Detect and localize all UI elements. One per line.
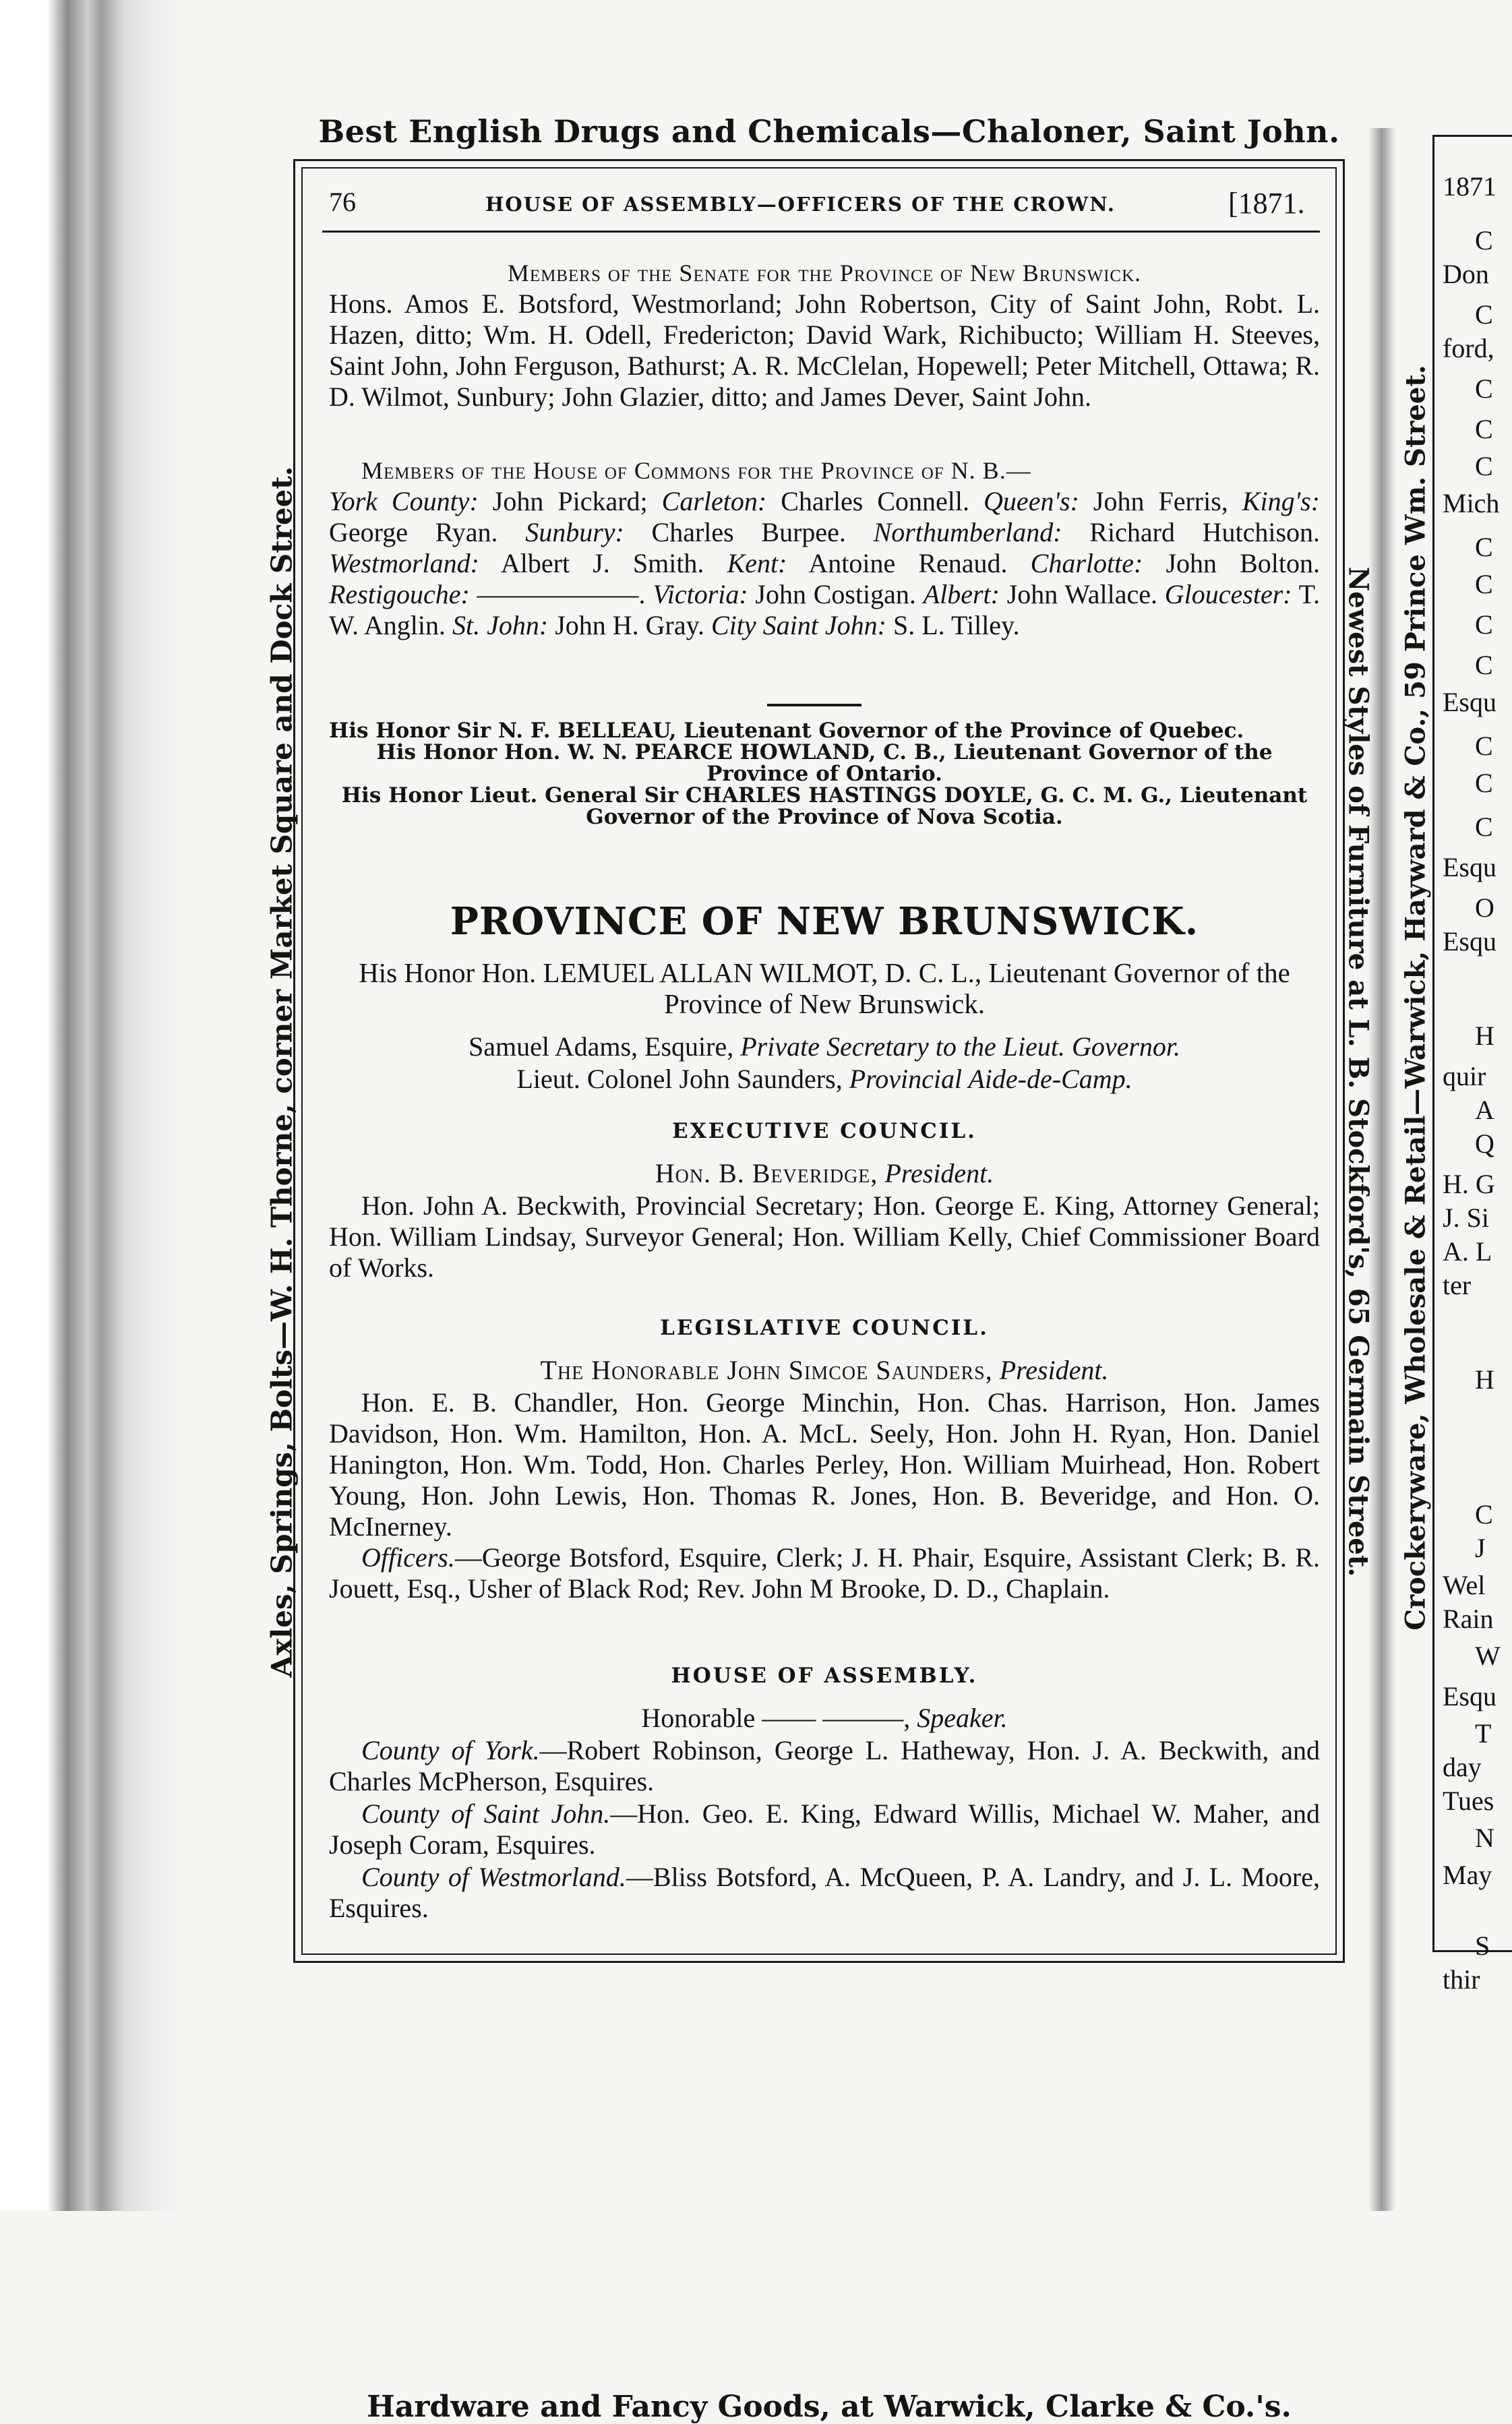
commons-member: Albert J. Smith. bbox=[500, 548, 704, 578]
commons-member: John Ferris, bbox=[1093, 486, 1228, 516]
aide-role: Provincial Aide-de-Camp. bbox=[849, 1064, 1132, 1094]
next-page-fragment-text: A. L bbox=[1443, 1236, 1492, 1267]
executive-president-name: Hon. B. Beveridge, bbox=[655, 1158, 878, 1188]
legislative-council-heading: LEGISLATIVE COUNCIL. bbox=[660, 1316, 989, 1340]
commons-member: John Costigan. bbox=[755, 579, 916, 609]
commons-county: Victoria: bbox=[653, 579, 748, 609]
commons-county: York County: bbox=[329, 486, 479, 516]
header-rule bbox=[322, 231, 1320, 233]
commons-county: Charlotte: bbox=[1030, 548, 1143, 578]
commons-member: Richard Hutchison. bbox=[1089, 517, 1321, 547]
commons-county: Northumberland: bbox=[873, 517, 1062, 547]
section-rule bbox=[767, 704, 861, 706]
commons-county: St. John: bbox=[452, 610, 549, 640]
senate-heading: Members of the Senate for the Province of New Brunswick. bbox=[507, 260, 1142, 286]
province-title: PROVINCE OF NEW BRUNSWICK. bbox=[450, 899, 1199, 944]
commons-member: John H. Gray. bbox=[555, 610, 705, 640]
next-page-fragment-text: A bbox=[1475, 1095, 1494, 1125]
executive-council-members: Hon. John A. Beckwith, Provincial Secretary; Hon. George E. King, Attorney General; Hon. William Lindsay, Surveyor General; Hon. William Kelly, Chief Commissioner Board of Works. bbox=[329, 1190, 1320, 1283]
next-page-fragment-text: C bbox=[1475, 532, 1493, 562]
next-page-fragment bbox=[1432, 135, 1512, 1995]
page-number: 76 bbox=[329, 187, 356, 217]
next-page-fragment-text: ter bbox=[1443, 1270, 1472, 1300]
county-name: County of York. bbox=[361, 1735, 540, 1765]
next-page-fragment-text: Esqu bbox=[1443, 1681, 1496, 1711]
next-page-margin-advertisement: Crockeryware, Wholesale & Retail—Warwick, Hayward & Co., 59 Prince Wm. Street. bbox=[1399, 365, 1432, 1631]
next-page-fragment-text: C bbox=[1475, 225, 1493, 255]
right-margin-advertisement: Newest Styles of Furniture at L. B. Stockford's, 65 Germain Street. bbox=[1342, 566, 1374, 1577]
lieutenant-governors bbox=[329, 720, 1320, 828]
commons-member: John Wallace. bbox=[1006, 579, 1158, 609]
next-page-fragment-text: Mich bbox=[1443, 488, 1500, 518]
officers-label: Officers. bbox=[361, 1542, 455, 1573]
commons-county: Kent: bbox=[727, 548, 787, 578]
legislative-council-officers bbox=[329, 1542, 1320, 1604]
next-page-fragment-text: thir bbox=[1443, 1964, 1480, 1995]
lieutenant-governor-nb: His Honor Hon. LEMUEL ALLAN WILMOT, D. C. L., Lieutenant Governor of the Province of New Brunswick. bbox=[359, 957, 1290, 1019]
lt-gov-nova-scotia: His Honor Lieut. General Sir CHARLES HASTINGS DOYLE, G. C. M. G., Lieutenant Governor of the Province of Nova Scotia. bbox=[341, 783, 1308, 829]
next-page-fragment-text: C bbox=[1475, 731, 1493, 761]
speaker-prefix: Honorable —— ———, bbox=[641, 1703, 911, 1733]
next-page-fragment-text: T bbox=[1475, 1718, 1492, 1749]
secretary-name: Samuel Adams, Esquire, bbox=[468, 1031, 734, 1062]
commons-county: Albert: bbox=[923, 579, 1000, 609]
next-page-fragment-text: C bbox=[1475, 299, 1493, 330]
next-page-fragment-text: Q bbox=[1475, 1128, 1494, 1159]
next-page-fragment-text: J bbox=[1475, 1533, 1486, 1563]
book-binding-shadow bbox=[0, 0, 182, 2211]
county-saint-john bbox=[329, 1798, 1320, 1860]
county-name: County of Saint John. bbox=[361, 1798, 611, 1829]
commons-county: King's: bbox=[1242, 486, 1321, 516]
commons-county: Gloucester: bbox=[1164, 579, 1292, 609]
next-page-fragment-text: Esqu bbox=[1443, 687, 1496, 717]
secretary-role: Private Secretary to the Lieut. Governor. bbox=[740, 1031, 1181, 1062]
house-of-assembly-heading: HOUSE OF ASSEMBLY. bbox=[671, 1664, 978, 1688]
next-page-fragment-text: C bbox=[1475, 414, 1493, 444]
next-page-fragment-text: C bbox=[1475, 569, 1493, 599]
commons-member: George Ryan. bbox=[329, 517, 498, 547]
commons-member: ——————. bbox=[477, 579, 646, 609]
next-page-fragment-text: H. G bbox=[1443, 1169, 1495, 1199]
commons-members bbox=[329, 486, 1320, 641]
top-advertisement-banner: Best English Drugs and Chemicals—Chaloner, Saint John. bbox=[318, 113, 1340, 150]
next-page-fragment-text: C bbox=[1475, 451, 1493, 481]
legislative-president-name: The Honorable John Simcoe Saunders, bbox=[540, 1355, 993, 1385]
next-page-fragment-text: Rain bbox=[1443, 1604, 1494, 1634]
lt-gov-quebec: His Honor Sir N. F. BELLEAU, Lieutenant Governor of the Province of Quebec. bbox=[329, 719, 1244, 743]
executive-council-heading: EXECUTIVE COUNCIL. bbox=[672, 1119, 977, 1143]
county-york bbox=[329, 1735, 1320, 1797]
next-page-fragment-text: W bbox=[1475, 1641, 1501, 1671]
executive-president-role: President. bbox=[884, 1158, 994, 1188]
lt-gov-ontario: His Honor Hon. W. N. PEARCE HOWLAND, C. B., Lieutenant Governor of the Province of Ontario. bbox=[376, 740, 1273, 786]
commons-member: T. W. Anglin. bbox=[329, 579, 1321, 640]
county-members: —Hon. Geo. E. King, Edward Willis, Michael W. Maher, and Joseph Coram, Esquires. bbox=[329, 1798, 1321, 1860]
next-page-fragment-text: C bbox=[1475, 373, 1493, 404]
legislative-president-role: President. bbox=[999, 1355, 1109, 1385]
commons-member: John Pickard; bbox=[492, 486, 648, 516]
senate-members: Hons. Amos E. Botsford, Westmorland; John Robertson, City of Saint John, Robt. L. Hazen, ditto; Wm. H. Odell, Fredericton; David Wark, Richibucto; William H. Steeves, Saint John, John Ferguson, Bathurst; A. R. McClelan, Hopewell; Peter Mitchell, Ottawa; R. D. Wilmot, Sunbury; John Glazier, ditto; and James Dever, Saint John. bbox=[329, 289, 1320, 412]
next-page-fragment-text: O bbox=[1475, 892, 1494, 923]
officers-list: —George Botsford, Esquire, Clerk; J. H. Phair, Esquire, Assistant Clerk; B. R. Jouett, Esq., Usher of Black Rod; Rev. John M Brooke, D. D., Chaplain. bbox=[329, 1542, 1320, 1604]
commons-county: City Saint John: bbox=[711, 610, 886, 640]
commons-county: Queen's: bbox=[984, 486, 1079, 516]
speaker-role: Speaker. bbox=[917, 1703, 1008, 1733]
commons-heading: Members of the House of Commons for the Province of N. B.— bbox=[361, 457, 1031, 484]
commons-member: Antoine Renaud. bbox=[808, 548, 1008, 578]
next-page-fragment-text: Don bbox=[1443, 259, 1489, 289]
next-page-fragment-text: Tues bbox=[1443, 1786, 1494, 1816]
next-page-fragment-text: May bbox=[1443, 1860, 1492, 1890]
left-margin-advertisement: Axles, Springs, Bolts—W. H. Thorne, corner Market Square and Dock Street. bbox=[265, 466, 299, 1678]
commons-member: Charles Burpee. bbox=[651, 517, 846, 547]
county-name: County of Westmorland. bbox=[361, 1862, 626, 1892]
commons-county: Sunbury: bbox=[525, 517, 624, 547]
commons-member: S. L. Tilley. bbox=[893, 610, 1020, 640]
next-page-fragment-text: C bbox=[1475, 650, 1493, 680]
next-page-fragment-text: day bbox=[1443, 1752, 1482, 1782]
executive-council-president bbox=[329, 1158, 1320, 1189]
next-page-fragment-text: J. Si bbox=[1443, 1203, 1489, 1233]
next-page-fragment-text: H bbox=[1475, 1364, 1494, 1395]
commons-member: Charles Connell. bbox=[781, 486, 970, 516]
next-page-fragment-text: C bbox=[1475, 609, 1493, 640]
next-page-fragment-text: C bbox=[1475, 812, 1493, 842]
bottom-advertisement-banner: Hardware and Fancy Goods, at Warwick, Clarke & Co.'s. bbox=[367, 2390, 1292, 2424]
next-page-fragment-text: S bbox=[1475, 1931, 1490, 1961]
next-page-fragment-text: Wel bbox=[1443, 1570, 1486, 1600]
commons-county: Restigouche: bbox=[329, 579, 470, 609]
legislative-council-president bbox=[329, 1355, 1320, 1386]
running-head: HOUSE OF ASSEMBLY—OFFICERS OF THE CROWN. bbox=[485, 193, 1116, 216]
legislative-council-members: Hon. E. B. Chandler, Hon. George Minchin, Hon. Chas. Harrison, Hon. James Davidson, Hon. Wm. Hamilton, Hon. A. McL. Seely, Hon. John H. Ryan, Hon. Daniel Hanington, Hon. Wm. Todd, Hon. Charles Perley, Hon. William Muirhead, Hon. Robert Young, Hon. John Lewis, Hon. Thomas R. Jones, Hon. B. Beveridge, and Hon. O. McInerney. bbox=[329, 1387, 1320, 1542]
next-page-fragment-text: C bbox=[1475, 768, 1493, 798]
aide-name: Lieut. Colonel John Saunders, bbox=[516, 1064, 843, 1094]
next-page-fragment-text: H bbox=[1475, 1021, 1494, 1051]
county-westmorland bbox=[329, 1862, 1320, 1924]
next-page-fragment-text: C bbox=[1475, 1499, 1493, 1529]
private-secretary bbox=[329, 1031, 1320, 1062]
commons-county: Carleton: bbox=[661, 486, 767, 516]
commons-member: John Bolton. bbox=[1166, 548, 1321, 578]
next-page-fragment-text: N bbox=[1475, 1823, 1494, 1853]
next-page-fragment-text: quir bbox=[1443, 1061, 1486, 1091]
page-year: [1871. bbox=[1228, 187, 1305, 220]
county-members: —Robert Robinson, George L. Hatheway, Hon. J. A. Beckwith, and Charles McPherson, Esquires. bbox=[329, 1735, 1321, 1796]
next-page-fragment-text: ford, bbox=[1443, 333, 1494, 363]
next-page-year: 1871 bbox=[1443, 171, 1496, 202]
aide-de-camp bbox=[329, 1064, 1320, 1095]
next-page-fragment-text: Esqu bbox=[1443, 926, 1496, 957]
speaker-line bbox=[329, 1703, 1320, 1734]
next-page-fragment-text: Esqu bbox=[1443, 852, 1496, 882]
county-members: —Bliss Botsford, A. McQueen, P. A. Landry, and J. L. Moore, Esquires. bbox=[329, 1862, 1320, 1923]
commons-county: Westmorland: bbox=[329, 548, 479, 578]
